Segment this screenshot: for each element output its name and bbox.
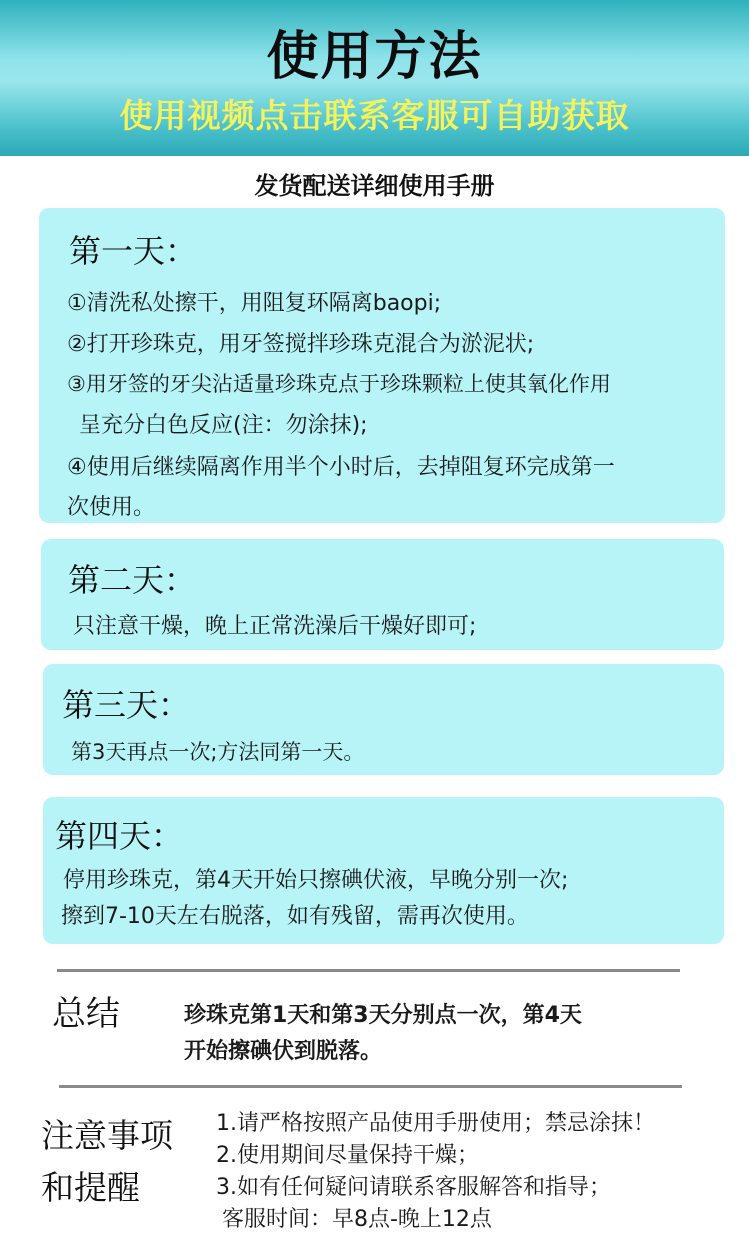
service-hours: 客服时间：早8点-晚上12点 [222, 1207, 492, 1232]
day-1-step-3-cont: 呈充分白色反应(注：勿涂抹); [79, 413, 368, 438]
day-3-step-1: 第3天再点一次;方法同第一天。 [71, 740, 365, 764]
summary-line-2: 开始擦碘伏到脱落。 [184, 1039, 383, 1064]
notes-top-divider [59, 1085, 682, 1088]
day-1-step-2: ②打开珍珠克，用牙签搅拌珍珠克混合为淤泥状; [67, 332, 535, 357]
notes-label-line-2: 和提醒 [41, 1168, 140, 1207]
header-banner [0, 0, 749, 156]
note-3: 3.如有任何疑问请联系客服解答和指导； [216, 1175, 611, 1200]
day-3-card [43, 664, 724, 775]
manual-title: 发货配送详细使用手册 [254, 172, 495, 200]
day-4-card [43, 797, 724, 944]
day-2-title: 第二天： [68, 561, 197, 599]
notes-label-line-1: 注意事项 [41, 1116, 173, 1155]
day-1-title: 第一天： [69, 232, 198, 270]
note-1: 1.请严格按照产品使用手册使用；禁忌涂抹！ [216, 1111, 655, 1136]
day-1-step-4: ④使用后继续隔离作用半个小时后，去掉阻复环完成第一 [67, 455, 615, 480]
summary-label: 总结 [52, 994, 120, 1034]
page-title: 使用方法 [266, 27, 483, 87]
day-1-step-3: ③用牙签的牙尖沾适量珍珠克点于珍珠颗粒上使其氧化作用 [67, 372, 611, 396]
summary-top-divider [57, 969, 680, 972]
day-2-card [41, 539, 724, 650]
day-4-step-1: 停用珍珠克，第4天开始只擦碘伏液，早晚分别一次; [63, 868, 569, 893]
day-1-step-4-cont: 次使用。 [67, 495, 156, 520]
day-3-title: 第三天： [62, 686, 191, 724]
page-subtitle: 使用视频点击联系客服可自助获取 [119, 96, 630, 135]
day-4-title: 第四天： [55, 817, 184, 855]
day-4-step-2: 擦到7-10天左右脱落，如有残留，需再次使用。 [61, 904, 529, 929]
note-2: 2.使用期间尽量保持干燥； [216, 1143, 479, 1168]
day-1-card [39, 208, 725, 523]
summary-line-1: 珍珠克第1天和第3天分别点一次，第4天 [184, 1003, 582, 1028]
day-1-step-1: ①清洗私处擦干，用阻复环隔离baopi; [67, 291, 442, 316]
day-2-step-1: 只注意干燥，晚上正常洗澡后干燥好即可; [73, 614, 477, 639]
